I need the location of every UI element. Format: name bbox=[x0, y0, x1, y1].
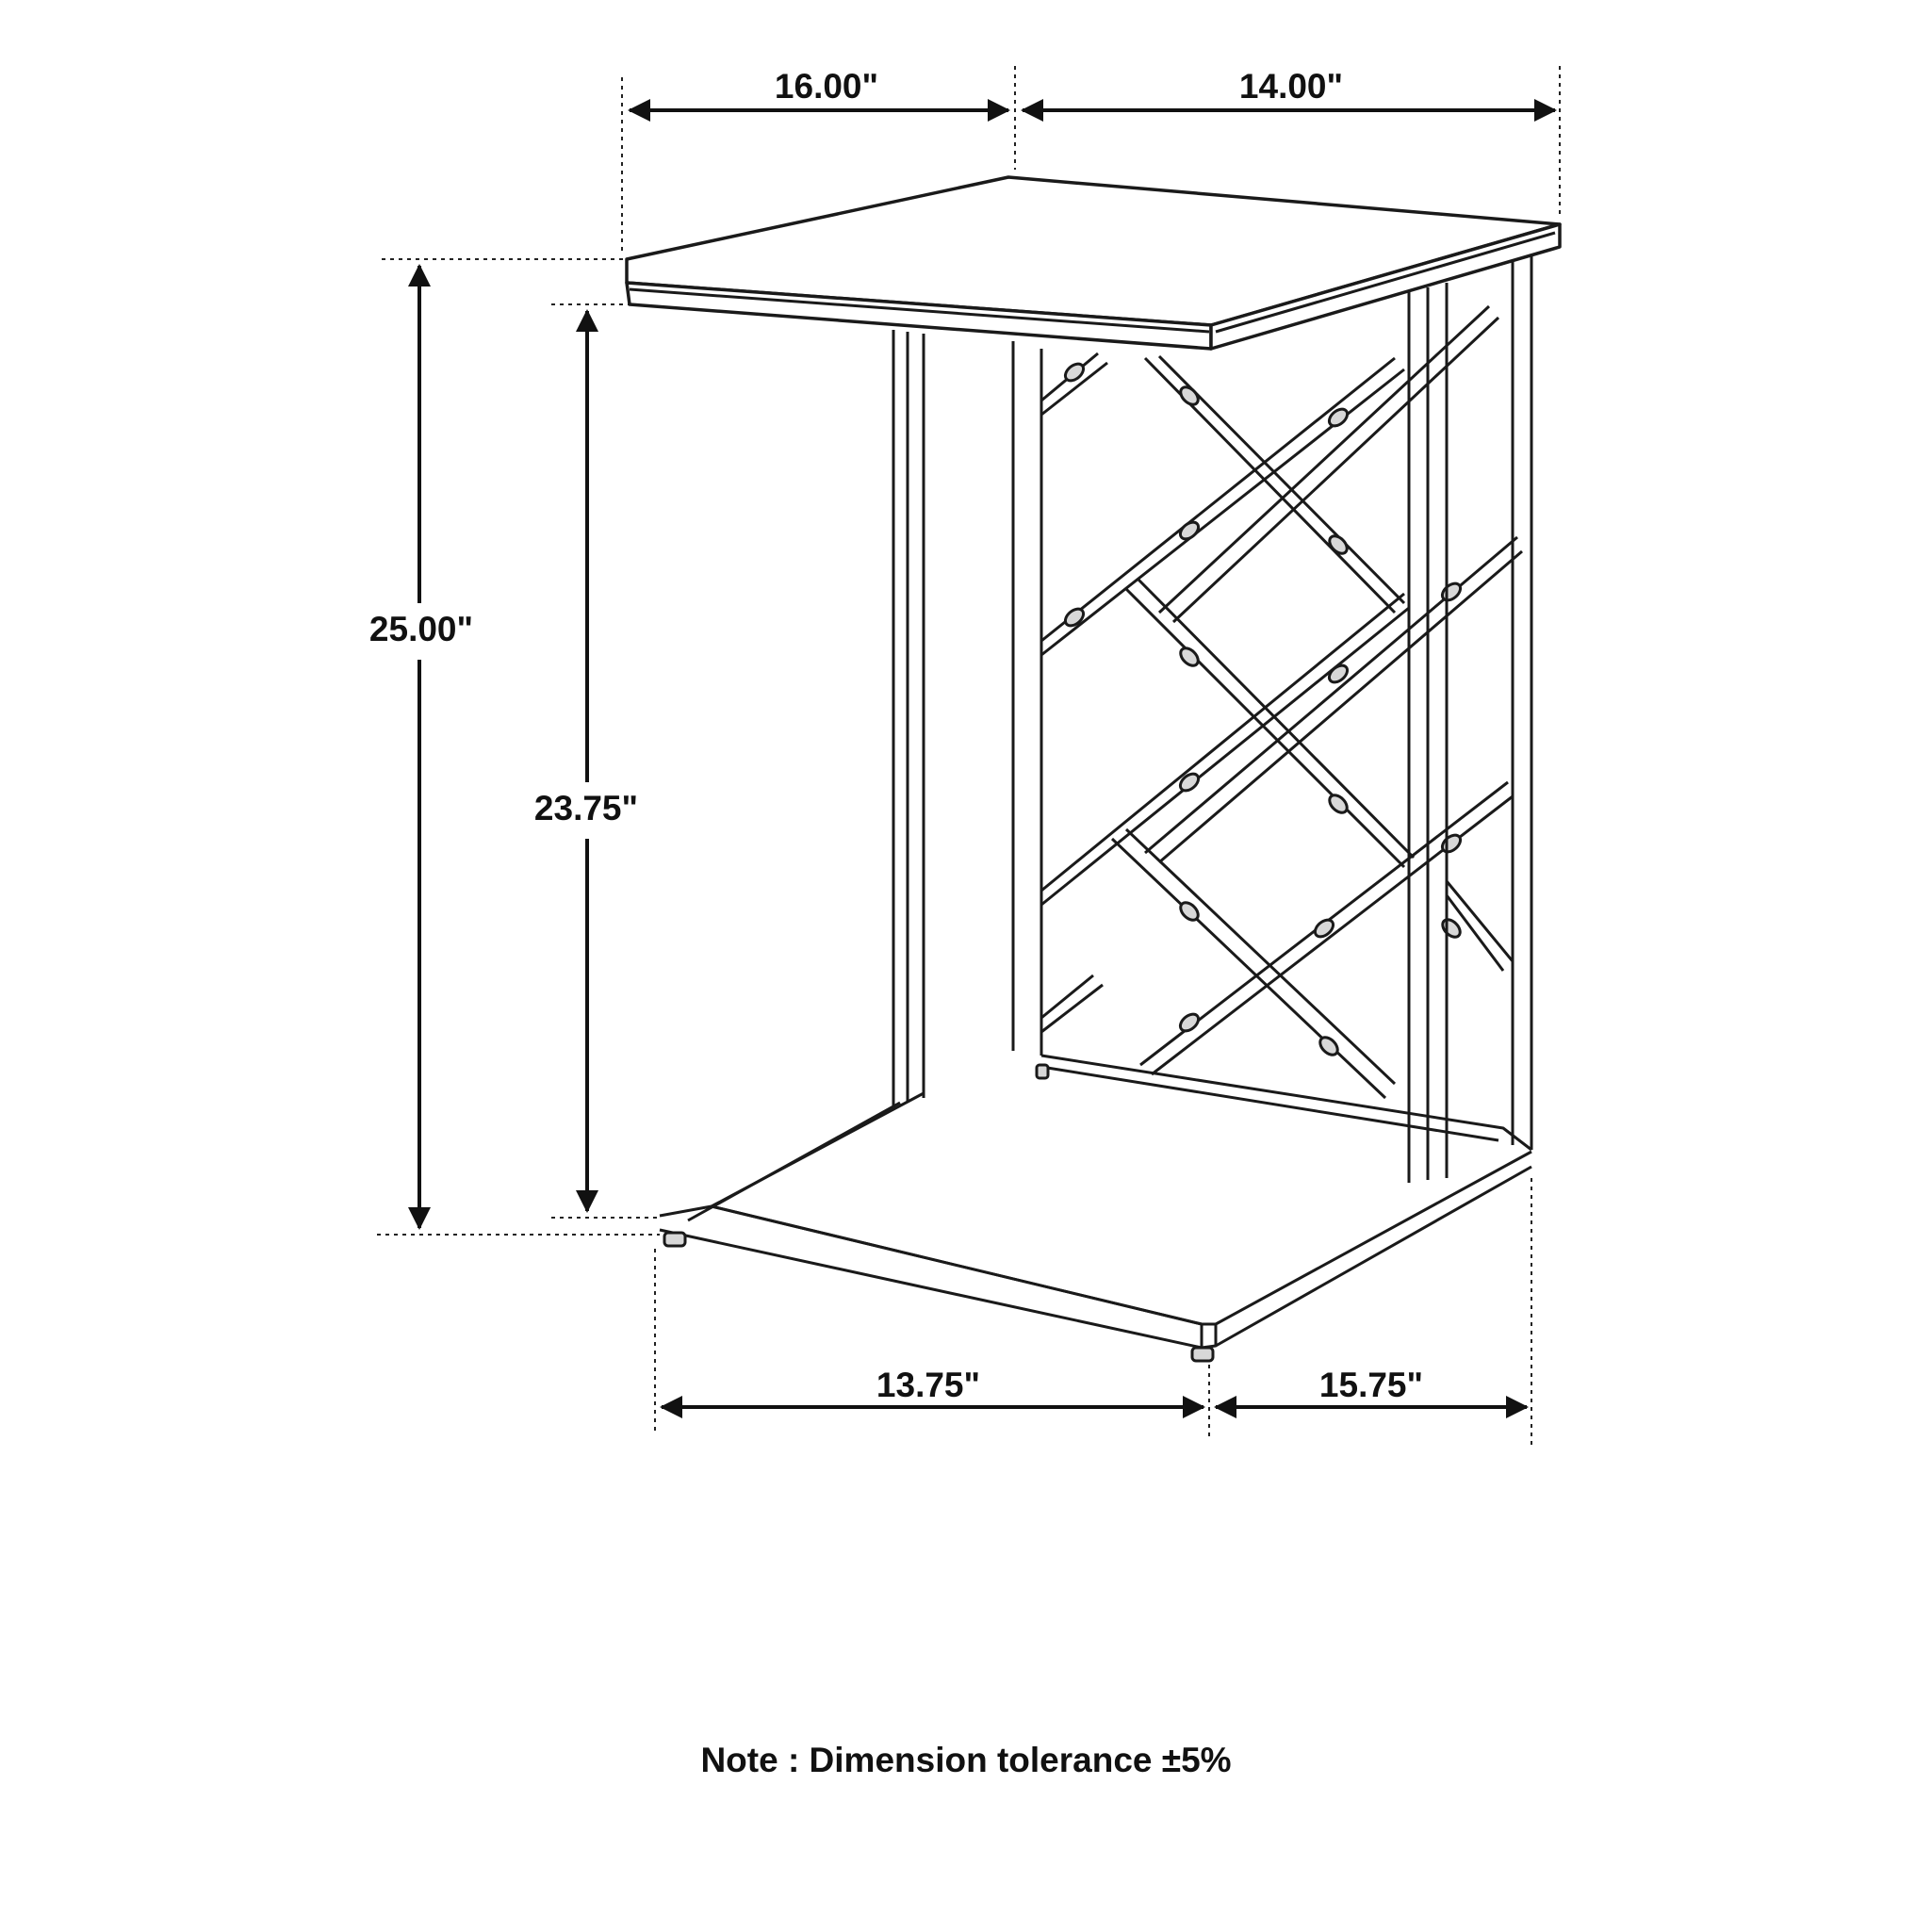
tolerance-note: Note : Dimension tolerance ±5% bbox=[700, 1741, 1232, 1779]
top-width-label: 16.00" bbox=[774, 67, 879, 106]
left-legs bbox=[893, 330, 924, 1107]
base-width-label: 13.75" bbox=[876, 1366, 981, 1404]
lattice bbox=[1041, 306, 1522, 1098]
front-right-legs bbox=[1409, 283, 1447, 1183]
inner-height-label: 23.75" bbox=[533, 789, 639, 827]
base-frame bbox=[660, 1065, 1531, 1361]
base-depth-label: 15.75" bbox=[1318, 1366, 1424, 1404]
top-depth-label: 14.00" bbox=[1238, 67, 1344, 106]
overall-height-label: 25.00" bbox=[368, 610, 474, 648]
table-top bbox=[627, 177, 1560, 349]
table-illustration bbox=[627, 177, 1560, 1361]
